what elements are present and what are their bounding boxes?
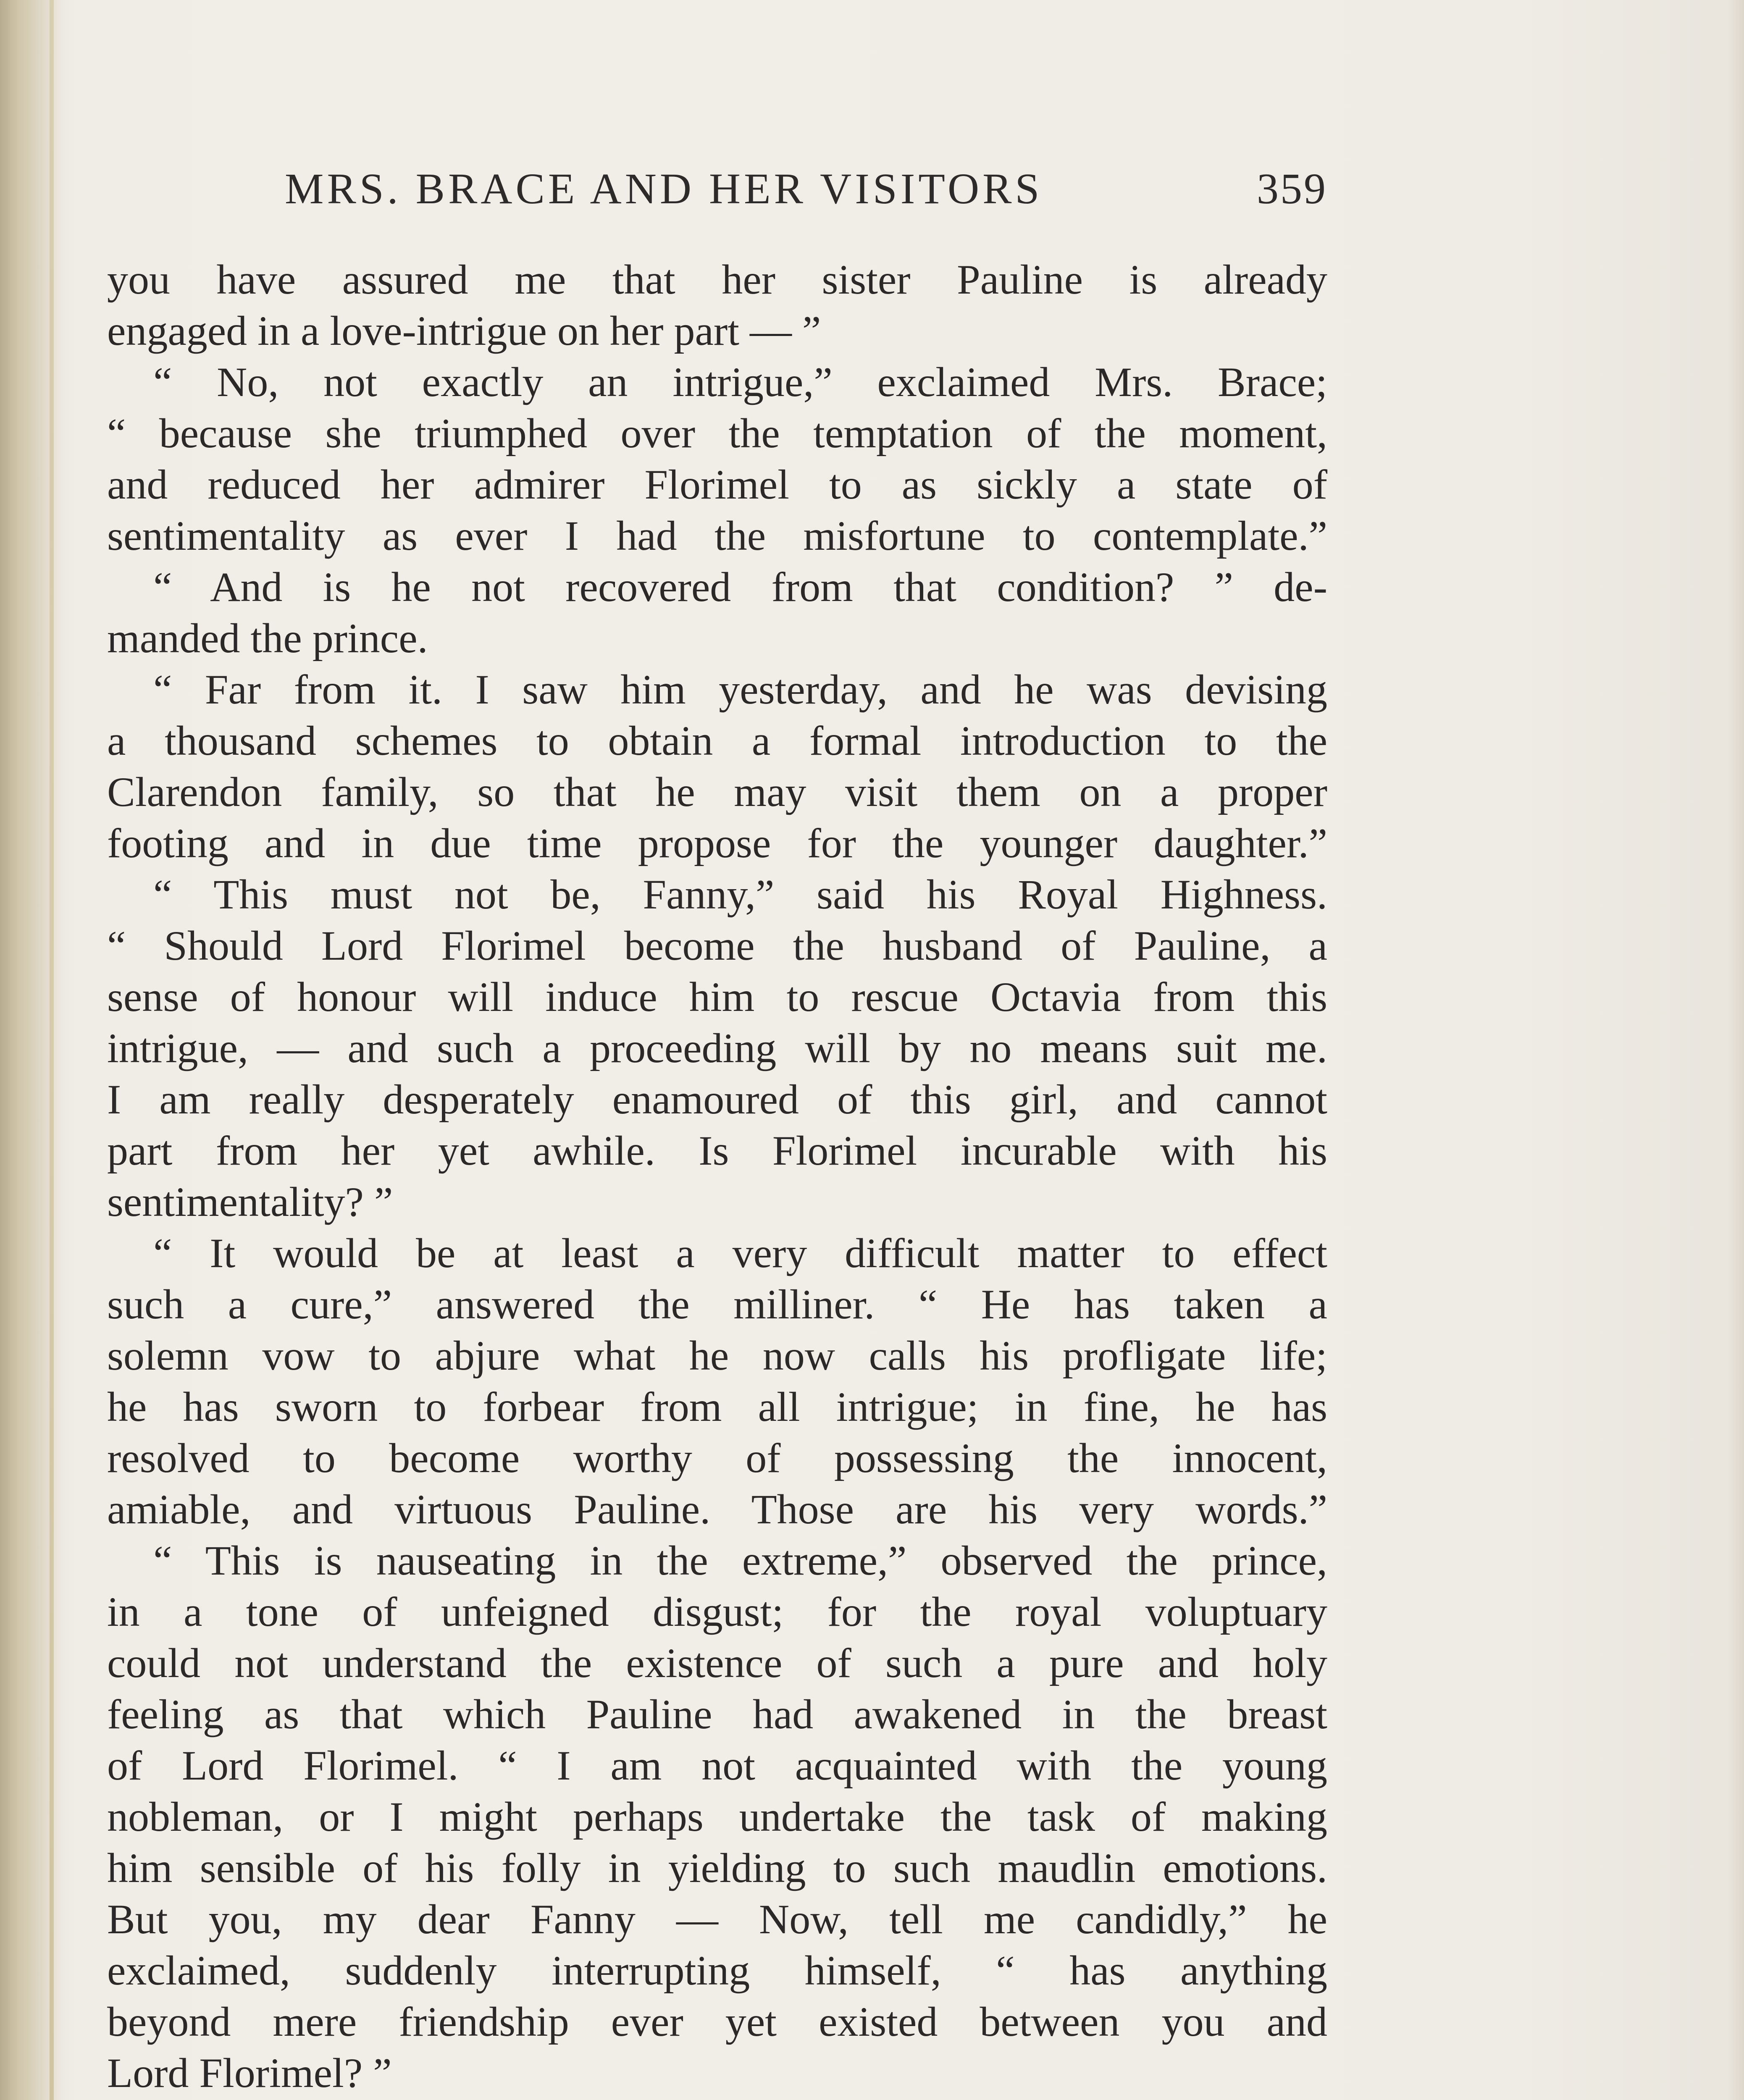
page-number: 359: [1257, 165, 1327, 213]
text-line: such a cure,” answered the milliner. “ He has taken a: [107, 1281, 1327, 1328]
text-line: you have assured me that her sister Pauline is already: [107, 256, 1327, 303]
text-line: Lord Florimel? ”: [107, 2050, 392, 2096]
text-line: manded the prince.: [107, 615, 428, 662]
text-line: exclaimed, suddenly interrupting himself, “ has anything: [107, 1947, 1327, 1994]
running-title: MRS. BRACE AND HER VISITORS: [285, 165, 1043, 213]
text-line: “ No, not exactly an intrigue,” exclaimed Mrs. Brace;: [153, 359, 1327, 405]
text-line: could not understand the existence of such a pure and holy: [107, 1640, 1327, 1686]
text-line: in a tone of unfeigned disgust; for the royal voluptuary: [107, 1588, 1327, 1635]
text-line: I am really desperately enamoured of this girl, and cannot: [107, 1076, 1327, 1123]
gutter-shadow: [50, 0, 54, 2100]
text-line: footing and in due time propose for the younger daughter.”: [107, 820, 1327, 866]
text-line: sense of honour will induce him to rescue Octavia from this: [107, 974, 1327, 1020]
text-line: engaged in a love-intrigue on her part — ”: [107, 307, 821, 354]
text-line: sentimentality? ”: [107, 1179, 393, 1225]
text-line: “ This is nauseating in the extreme,” observed the prince,: [153, 1537, 1327, 1584]
text-line: “ And is he not recovered from that condition? ” de-: [153, 564, 1327, 610]
text-line: resolved to become worthy of possessing the innocent,: [107, 1435, 1327, 1481]
running-head: [109, 155, 1327, 223]
text-line: a thousand schemes to obtain a formal introduction to the: [107, 717, 1327, 764]
text-line: nobleman, or I might perhaps undertake the task of making: [107, 1793, 1327, 1840]
text-line: “ This must not be, Fanny,” said his Royal Highness.: [153, 871, 1327, 918]
text-line: and reduced her admirer Florimel to as sickly a state of: [107, 461, 1327, 508]
text-line: But you, my dear Fanny — Now, tell me candidly,” he: [107, 1896, 1327, 1942]
text-line: feeling as that which Pauline had awakened in the breast: [107, 1691, 1327, 1738]
text-line: beyond mere friendship ever yet existed between you and: [107, 1998, 1327, 2045]
text-line: part from her yet awhile. Is Florimel incurable with his: [107, 1127, 1327, 1174]
text-line: “ Should Lord Florimel become the husband of Pauline, a: [107, 922, 1327, 969]
text-line: him sensible of his folly in yielding to such maudlin emotions.: [107, 1845, 1327, 1891]
text-line: intrigue, — and such a proceeding will by no means suit me.: [107, 1025, 1327, 1071]
text-line: “ Far from it. I saw him yesterday, and he was devising: [153, 666, 1327, 713]
text-line: he has sworn to forbear from all intrigue; in fine, he has: [107, 1383, 1327, 1430]
text-line: “ because she triumphed over the temptation of the moment,: [107, 410, 1327, 457]
page-right-edge: [1727, 0, 1744, 2100]
text-line: of Lord Florimel. “ I am not acquainted with the young: [107, 1742, 1327, 1789]
text-line: amiable, and virtuous Pauline. Those are his very words.”: [107, 1486, 1327, 1533]
text-line: “ It would be at least a very difficult matter to effect: [153, 1230, 1327, 1276]
text-line: sentimentality as ever I had the misfortune to contemplate.”: [107, 512, 1327, 559]
body-text: [107, 254, 1327, 2100]
text-line: solemn vow to abjure what he now calls his profligate life;: [107, 1332, 1327, 1379]
text-line: Clarendon family, so that he may visit them on a proper: [107, 769, 1327, 815]
